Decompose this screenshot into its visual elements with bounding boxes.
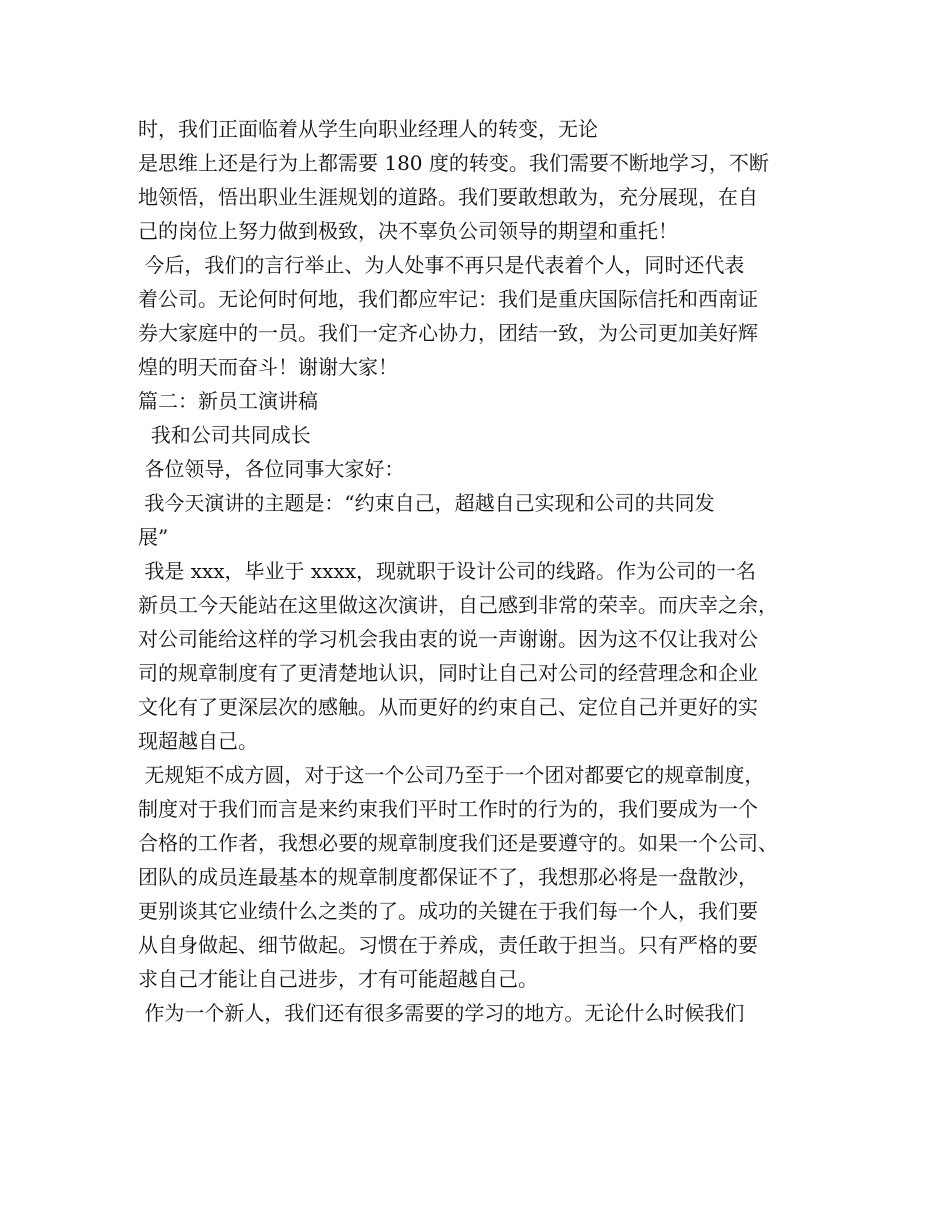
text-line: 煌的明天而奋斗！谢谢大家！ bbox=[138, 355, 398, 379]
text-line: 对公司能给这样的学习机会我由衷的说一声谢谢。因为这不仅让我对公 bbox=[138, 627, 758, 651]
text-line: 我是 xxx，毕业于 xxxx，现就职于设计公司的线路。作为公司的一名 bbox=[138, 559, 757, 583]
text-line: 作为一个新人，我们还有很多需要的学习的地方。无论什么时候我们 bbox=[138, 1001, 745, 1025]
text-line: 无规矩不成方圆，对于这一个公司乃至于一个团对都要它的规章制度， bbox=[138, 763, 765, 787]
text-line: 今后，我们的言行举止、为人处事不再只是代表着个人，同时还代表 bbox=[138, 253, 745, 277]
text-line: 制度对于我们而言是来约束我们平时工作时的行为的，我们要成为一个 bbox=[138, 797, 758, 821]
text-line: 券大家庭中的一员。我们一定齐心协力，团结一致，为公司更加美好辉 bbox=[138, 321, 758, 345]
speech-text bbox=[138, 112, 818, 1030]
text-line: 地领悟，悟出职业生涯规划的道路。我们要敢想敢为，充分展现，在自 bbox=[138, 185, 758, 209]
text-line: 司的规章制度有了更清楚地认识，同时让自己对公司的经营理念和企业 bbox=[138, 661, 758, 685]
text-line: 是思维上还是行为上都需要 180 度的转变。我们需要不断地学习，不断 bbox=[138, 151, 769, 175]
text-line: 求自己才能让自己进步，才有可能超越自己。 bbox=[138, 967, 538, 991]
speech-title: 我和公司共同成长 bbox=[138, 423, 311, 447]
greeting: 各位领导，各位同事大家好： bbox=[138, 457, 405, 481]
text-line: 己的岗位上努力做到极致，决不辜负公司领导的期望和重托！ bbox=[138, 219, 678, 243]
text-line: 新员工今天能站在这里做这次演讲，自己感到非常的荣幸。而庆幸之余， bbox=[138, 593, 778, 617]
section-heading: 篇二：新员工演讲稿 bbox=[138, 389, 318, 413]
text-line: 着公司。无论何时何地，我们都应牢记：我们是重庆国际信托和西南证 bbox=[138, 287, 758, 311]
text-line: 文化有了更深层次的感触。从而更好的约束自己、定位自己并更好的实 bbox=[138, 695, 758, 719]
text-line: 我今天演讲的主题是：“约束自己，超越自己实现和公司的共同发 bbox=[138, 491, 715, 515]
text-line: 展” bbox=[138, 525, 169, 549]
text-line: 现超越自己。 bbox=[138, 729, 258, 753]
text-line: 从自身做起、细节做起。习惯在于养成，责任敢于担当。只有严格的要 bbox=[138, 933, 758, 957]
text-line: 更别谈其它业绩什么之类的了。成功的关键在于我们每一个人，我们要 bbox=[138, 899, 758, 923]
text-line: 团队的成员连最基本的规章制度都保证不了，我想那必将是一盘散沙， bbox=[138, 865, 758, 889]
text-line: 时，我们正面临着从学生向职业经理人的转变，无论 bbox=[138, 117, 598, 141]
text-line: 合格的工作者，我想必要的规章制度我们还是要遵守的。如果一个公司、 bbox=[138, 831, 778, 855]
